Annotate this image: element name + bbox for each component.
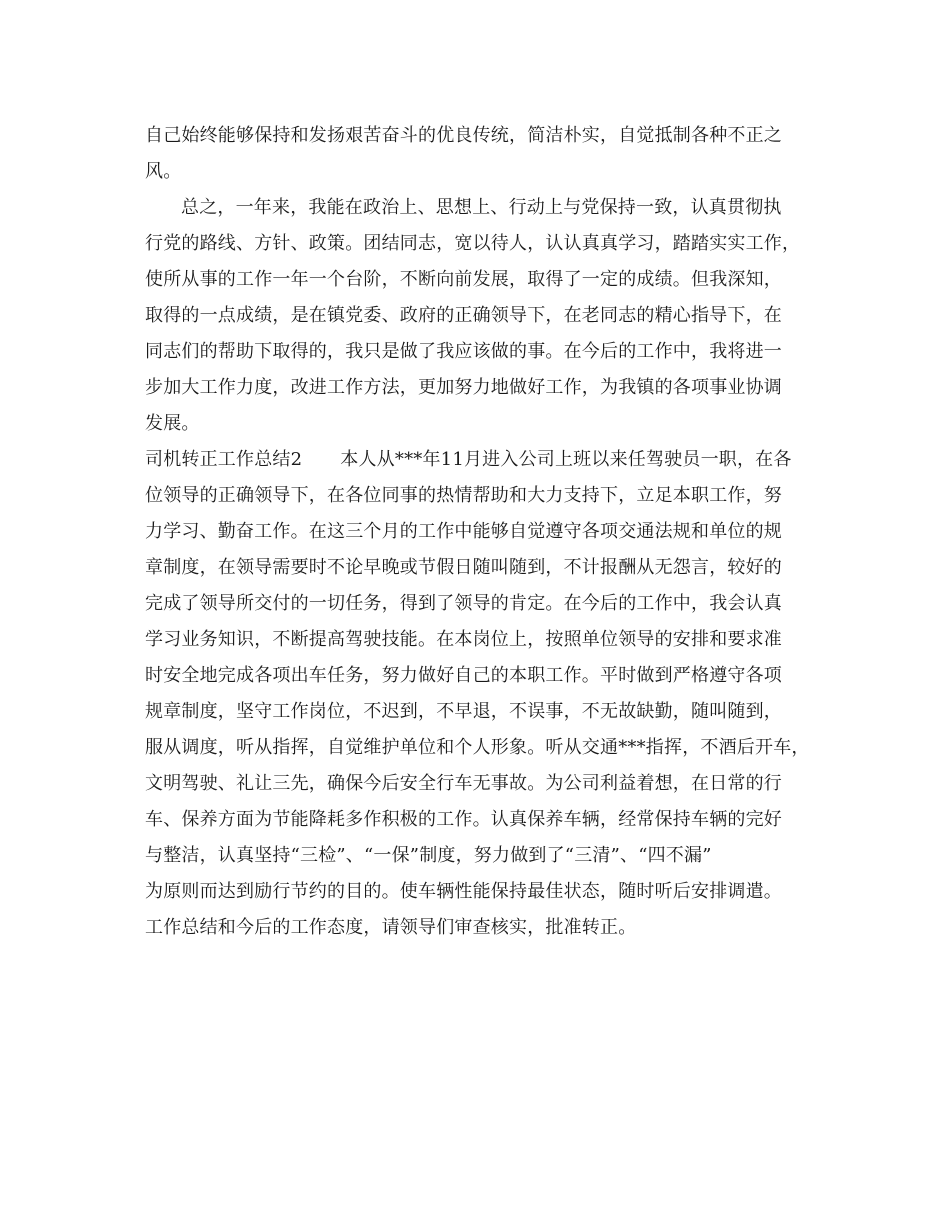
paragraph-line: 为原则而达到励行节约的目的。使车辆性能保持最佳状态，随时听后安排调遣。 [145,881,782,902]
paragraph-line: 同志们的帮助下取得的，我只是做了我应该做的事。在今后的工作中，我将进一 [145,341,782,362]
paragraph-line: 使所从事的工作一年一个台阶，不断向前发展，取得了一定的成绩。但我深知， [145,269,782,290]
paragraph-line: 自己始终能够保持和发扬艰苦奋斗的优良传统，简洁朴实，自觉抵制各种不正之 [145,125,782,146]
document-body [145,118,825,946]
paragraph-line: 本人从***年11月进入公司上班以来任驾驶员一职，在各 [340,449,792,470]
paragraph-line: 力学习、勤奋工作。在这三个月的工作中能够自觉遵守各项交通法规和单位的规 [145,521,782,542]
paragraph-line: 车、保养方面为节能降耗多作积极的工作。认真保养车辆，经常保持车辆的完好 [145,809,782,830]
paragraph-line: 文明驾驶、礼让三先，确保今后安全行车无事故。为公司利益着想，在日常的行 [145,773,782,794]
paragraph-line: 位领导的正确领导下，在各位同事的热情帮助和大力支持下，立足本职工作，努 [145,485,782,506]
section-heading-line [145,442,825,478]
paragraph-line: 总之，一年来，我能在政治上、思想上、行动上与党保持一致，认真贯彻执 [181,197,782,218]
paragraph-line: 步加大工作力度，改进工作方法，更加努力地做好工作，为我镇的各项事业协调 [145,377,782,398]
paragraph-line: 发展。 [145,413,200,434]
paragraph-line: 工作总结和今后的工作态度，请领导们审查核实，批准转正。 [145,917,637,938]
paragraph-line: 行党的路线、方针、政策。团结同志，宽以待人，认认真真学习，踏踏实实工作， [145,233,801,254]
paragraph-line: 学习业务知识，不断提高驾驶技能。在本岗位上，按照单位领导的安排和要求准 [145,629,782,650]
paragraph-line: 规章制度，坚守工作岗位，不迟到，不早退，不误事，不无故缺勤，随叫随到， [145,701,782,722]
paragraph-line: 取得的一点成绩，是在镇党委、政府的正确领导下，在老同志的精心指导下，在 [145,305,782,326]
paragraph-line: 服从调度，听从指挥，自觉维护单位和个人形象。听从交通***指挥，不酒后开车， [145,737,810,758]
paragraph-line: 与整洁，认真坚持“三检”、“一保”制度，努力做到了“三清”、“四不漏” [145,845,712,866]
paragraph-line: 风。 [145,161,182,182]
paragraph-line: 章制度，在领导需要时不论早晚或节假日随叫随到，不计报酬从无怨言，较好的 [145,557,782,578]
section-title: 司机转正工作总结2 [145,449,303,470]
paragraph-line: 时安全地完成各项出车任务，努力做好自己的本职工作。平时做到严格遵守各项 [145,665,782,686]
paragraph-line: 完成了领导所交付的一切任务，得到了领导的肯定。在今后的工作中，我会认真 [145,593,782,614]
